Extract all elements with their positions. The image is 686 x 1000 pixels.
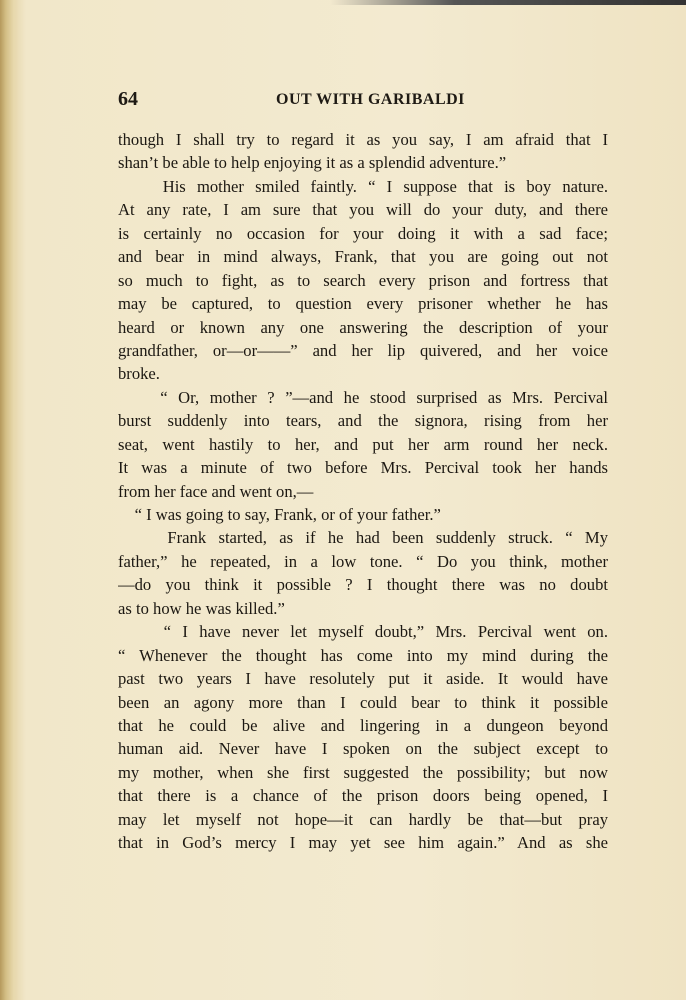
text-line: past two years I have resolutely put it aside. It would have [118,669,608,689]
text-line: “ I was going to say, Frank, or of your father.” [118,505,441,524]
text-line: broke. [118,364,160,384]
top-edge-shadow [330,0,686,5]
text-line: burst suddenly into tears, and the signora, rising from her [118,411,608,431]
text-line: At any rate, I am sure that you will do your duty, and there [118,200,608,220]
text-line: as to how he was killed.” [118,598,285,618]
text-line: Frank started, as if he had been suddenly struck. “ My [118,528,608,548]
text-line: and bear in mind always, Frank, that you are going out not [118,247,608,267]
text-line: so much to fight, as to search every prison and fortress that [118,270,608,290]
text-line: human aid. Never have I spoken on the subject except to [118,739,608,759]
text-line: from her face and went on,— [118,481,314,501]
text-line: that there is a chance of the prison doors being opened, I [118,786,608,806]
page-header [118,88,608,112]
text-line: “ Whenever the thought has come into my mind during the [118,645,608,665]
text-line: seat, went hastily to her, and put her arm round her neck. [118,434,608,454]
text-line: father,” he repeated, in a low tone. “ Do you think, mother [118,551,608,571]
text-line: been an agony more than I could bear to think it possible [118,692,608,712]
text-line: though I shall try to regard it as you say, I am afraid that I [118,130,608,149]
text-line: His mother smiled faintly. “ I suppose that is boy nature. [118,176,608,196]
text-line: shan’t be able to help enjoying it as a splendid adventure.” [118,153,507,173]
text-line: that he could be alive and lingering in a dungeon beyond [118,715,608,735]
body-text [118,128,608,855]
running-title: OUT WITH GARIBALDI [276,91,465,108]
text-line: is certainly no occasion for your doing it with a sad face; [118,223,608,243]
text-line: may let myself not hope—it can hardly be that—but pray [118,809,608,829]
text-line: “ Or, mother ? ”—and he stood surprised as Mrs. Percival [118,387,608,407]
text-line: may be captured, to question every prisoner whether he has [118,294,608,314]
text-line: It was a minute of two before Mrs. Percival took her hands [118,458,608,478]
text-line: that in God’s mercy I may yet see him again.” And as she [118,833,608,853]
text-line: “ I have never let myself doubt,” Mrs. Percival went on. [118,622,608,642]
text-line: grandfather, or—or——” and her lip quivered, and her voice [118,340,608,360]
page-spine-shadow [0,0,18,1000]
text-line: my mother, when she first suggested the possibility; but now [118,762,608,782]
page-number: 64 [118,88,138,110]
text-line: —do you think it possible ? I thought there was no doubt [118,575,608,595]
text-line: heard or known any one answering the description of your [118,317,608,337]
